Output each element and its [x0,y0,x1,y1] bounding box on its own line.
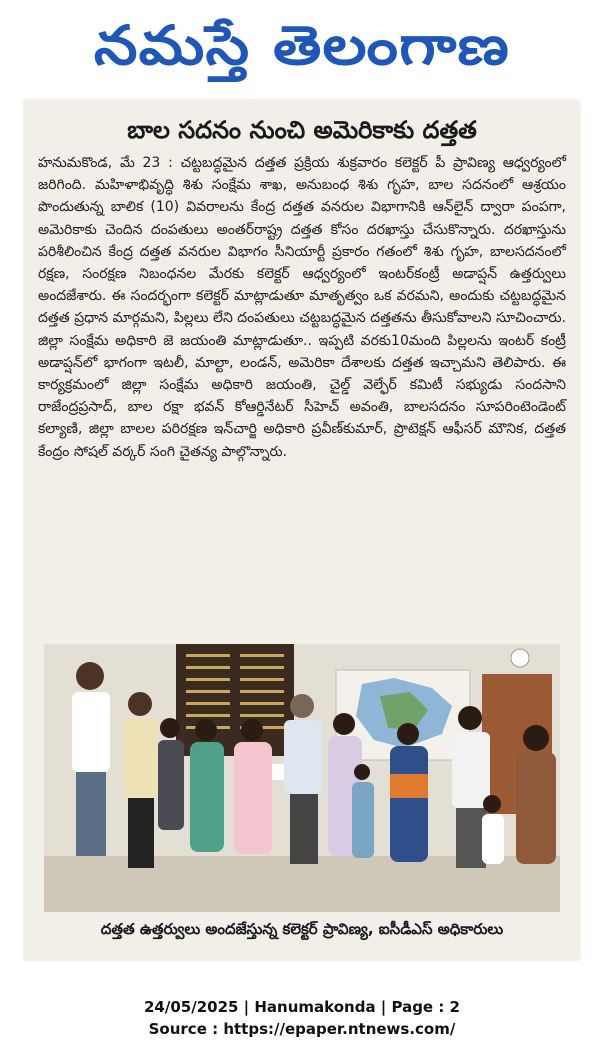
source-footer [0,996,604,1040]
article-photo [44,644,560,912]
footer-date-edition-page: 24/05/2025 | Hanumakonda | Page : 2 [143,998,460,1016]
footer-source-link[interactable]: Source : https://epaper.ntnews.com/ [148,1020,456,1038]
clipping-cut-edge [24,100,580,108]
photo-illustration [44,644,560,912]
newspaper-masthead [0,0,604,92]
photo-caption: దత్తత ఉత్తర్వులు అందజేస్తున్న కలెక్టర్ ప్రావిణ్య, ఐసీడీఎస్ అధికారులు [100,920,504,938]
masthead-title: నమస్తే తెలంగాణ [93,14,511,77]
article-body: హనుమకొండ, మే 23 : చట్టబద్ధమైన దత్తత ప్రక్రియ శుక్రవారం కలెక్టర్ పీ ప్రావిణ్య ఆధ్వర్యంలో జరిగింది. మహిళాభివృద్ధి శిశు సంక్షేమ శాఖ, అనుబంధ శిశు గృహ, బాల సదనంలో ఆశ్రయం పొందుతున్న బాలిక (10) వివరాలను కేంద్ర దత్తత వనరుల విభాగానికి ఆన్‌లైన్ ద్వారా పంపగా, అమెరికాకు చెందిన దంపతులు అంతర్‌రాష్ట్ర దత్తత కోసం దరఖాస్తు చేసుకొన్నారు. దరఖాస్తును పరిశీలించిన కేంద్ర దత్తత వనరుల విభాగం సీనియార్టీ ప్రకారం గతంలో శిశు గృహ, బాలసదనంలో రక్షణ, సంరక్షణ నిబంధనల మేరకు కలెక్టర్ ఆధ్వర్యంలో ఇంటర్‌కంట్రీ అడాప్షన్ ఉత్తర్వులు అందజేశారు. ఈ సందర్భంగా కలెక్టర్ మాట్లాడుతూ మాతృత్వం ఒక వరమని, అందుకు చట్టబద్ధమైన దత్తత ప్రధాన మార్గమని, పిల్లలు లేని దంపతులు చట్టబద్ధమైన దత్తతను తీసుకోవాలని సూచించారు. జిల్లా సంక్షేమ అధికారి జె జయంతి మాట్లాడుతూ.. ఇప్పటి వరకు10మంది పిల్లలను ఇంటర్ కంట్రీ అడాప్షన్‌లో భాగంగా ఇటలీ, మాల్టా, లండన్, అమెరికా దేశాలకు దత్తత ఇచ్చామని తెలిపారు. ఈ కార్యక్రమంలో జిల్లా సంక్షేమ అధికారి జయంతి, చైల్డ్ వెల్ఫేర్ కమిటీ సభ్యుడు సందసాని రాజేంద్రప్రసాద్, బాల రక్షా భవన్ కోఆర్డినేటర్ సీహెచ్ అవంతి, బాలసదనం సూపరింటెండెంట్ కల్యాణి, జిల్లా బాలల పరిరక్షణ ఇన్‌చార్జి అధికారి ప్రవీణ్‌కుమార్, ప్రొటెక్షన్ ఆఫీసర్ మౌనిక, దత్తత కేంద్రం సోషల్ వర్కర్ సంగి చైతన్య పాల్గొన్నారు. [38,155,566,460]
article-headline: బాల సదనం నుంచి అమెరికాకు దత్తత [127,116,477,144]
article-clipping [24,100,580,960]
